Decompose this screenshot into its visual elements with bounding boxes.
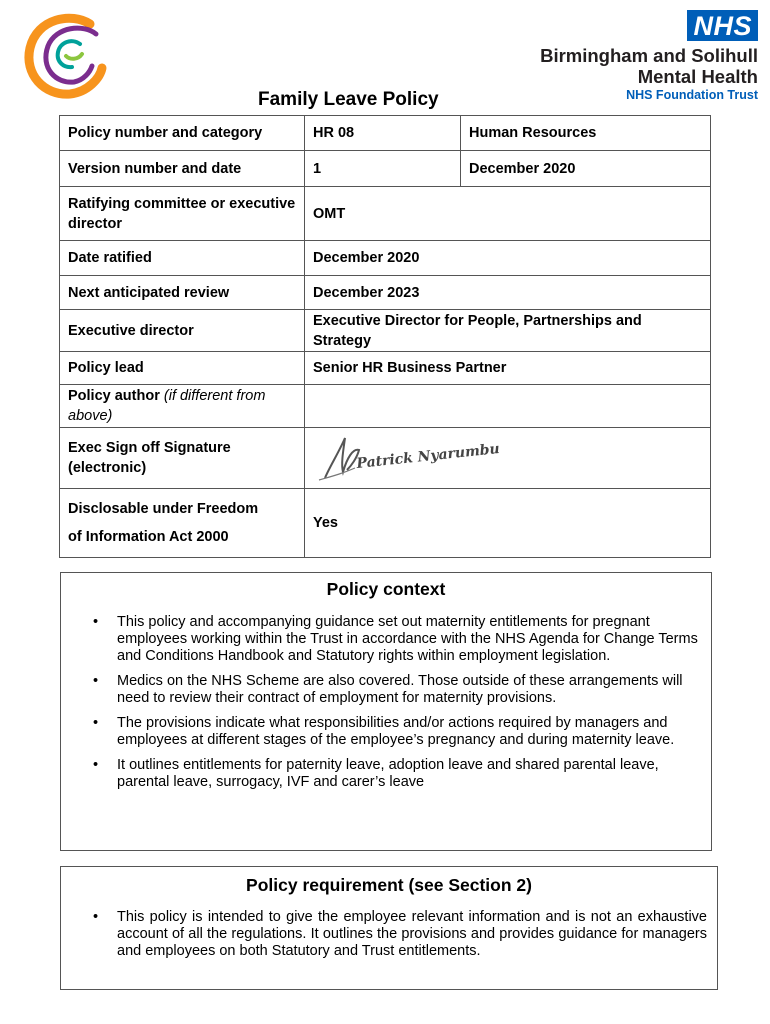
nhs-branding: [498, 10, 758, 103]
policy-context-heading: Policy context: [326, 579, 446, 599]
org-name-line1: Birmingham and Solihull: [540, 45, 758, 66]
signature-image: [313, 428, 503, 486]
org-name-line2: Mental Health: [637, 66, 758, 87]
document-title: Family Leave Policy: [258, 89, 439, 110]
list-item: [61, 673, 711, 707]
row-extra: Human Resources: [461, 116, 711, 151]
nhs-logo: NHS: [687, 10, 758, 41]
row-value: [305, 385, 711, 428]
row-value: Executive Director for People, Partnerships and Strategy: [305, 310, 711, 352]
list-item-text: The provisions indicate what responsibilities and/or actions required by managers and employees at different stages of the employee’s pregnancy and during maternity leave.: [117, 715, 675, 748]
row-label: Date ratified: [60, 241, 305, 276]
trust-swirl-logo: [22, 12, 112, 100]
list-item: [61, 614, 711, 665]
table-row: [60, 116, 711, 151]
table-row: [60, 352, 711, 385]
table-row: [60, 241, 711, 276]
list-item-text: This policy is intended to give the employee relevant information and is not an exhaustive account of all the regulations. It outlines the provisions and provides guidance for managers and employees on both Statutory and Trust entitlements.: [117, 909, 707, 959]
policy-requirement-list: [61, 909, 717, 960]
row-label: Next anticipated review: [60, 276, 305, 310]
row-value: December 2020: [305, 241, 711, 276]
row-value: December 2023: [305, 276, 711, 310]
policy-requirement-box: [60, 866, 718, 990]
signature-cell: [305, 428, 711, 489]
row-value: Yes: [305, 489, 711, 558]
table-row: [60, 310, 711, 352]
table-row: [60, 489, 711, 558]
author-note: (if different from above): [68, 388, 266, 424]
row-label: [60, 489, 305, 558]
policy-details-table: [59, 115, 711, 558]
list-item: [61, 715, 711, 749]
list-item: [61, 909, 717, 960]
table-row: [60, 276, 711, 310]
policy-requirement-heading: Policy requirement (see Section 2): [246, 875, 532, 895]
row-label: Policy lead: [60, 352, 305, 385]
org-name-line3: NHS Foundation Trust: [626, 88, 758, 102]
bullet-icon: •: [93, 909, 99, 925]
row-label: Version number and date: [60, 151, 305, 187]
list-item-text: Medics on the NHS Scheme are also covered. Those outside of these arrangements will need to review their contract of employment for maternity provisions.: [117, 673, 683, 706]
signature-text: Patrick Nyarumbu: [355, 441, 501, 472]
row-value: 1: [305, 151, 461, 187]
policy-context-list: [61, 614, 711, 791]
row-label: Executive director: [60, 310, 305, 352]
bullet-icon: •: [93, 614, 99, 630]
row-value: Senior HR Business Partner: [305, 352, 711, 385]
row-extra: December 2020: [461, 151, 711, 187]
table-row: [60, 385, 711, 428]
row-label: [60, 385, 305, 428]
list-item: [61, 757, 711, 791]
policy-context-box: [60, 572, 712, 851]
row-label: Exec Sign off Signature (electronic): [60, 428, 305, 489]
foi-label-line2: of Information Act 2000: [68, 529, 229, 545]
bullet-icon: •: [93, 673, 99, 689]
row-label: Policy number and category: [60, 116, 305, 151]
bullet-icon: •: [93, 715, 99, 731]
author-label: Policy author: [68, 388, 160, 404]
foi-label-line1: Disclosable under Freedom: [68, 501, 259, 517]
list-item-text: It outlines entitlements for paternity leave, adoption leave and shared parental leave, parental leave, surrogacy, IVF and carer’s leave: [117, 757, 659, 790]
table-row: [60, 428, 711, 489]
bullet-icon: •: [93, 757, 99, 773]
row-value: HR 08: [305, 116, 461, 151]
table-row: [60, 151, 711, 187]
table-row: [60, 187, 711, 241]
row-value: OMT: [305, 187, 711, 241]
list-item-text: This policy and accompanying guidance set out maternity entitlements for pregnant employees working within the Trust in accordance with the NHS Agenda for Change Terms and Conditions Handbook and Statutory rights within employment legislation.: [117, 614, 698, 664]
row-label: Ratifying committee or executive director: [60, 187, 305, 241]
